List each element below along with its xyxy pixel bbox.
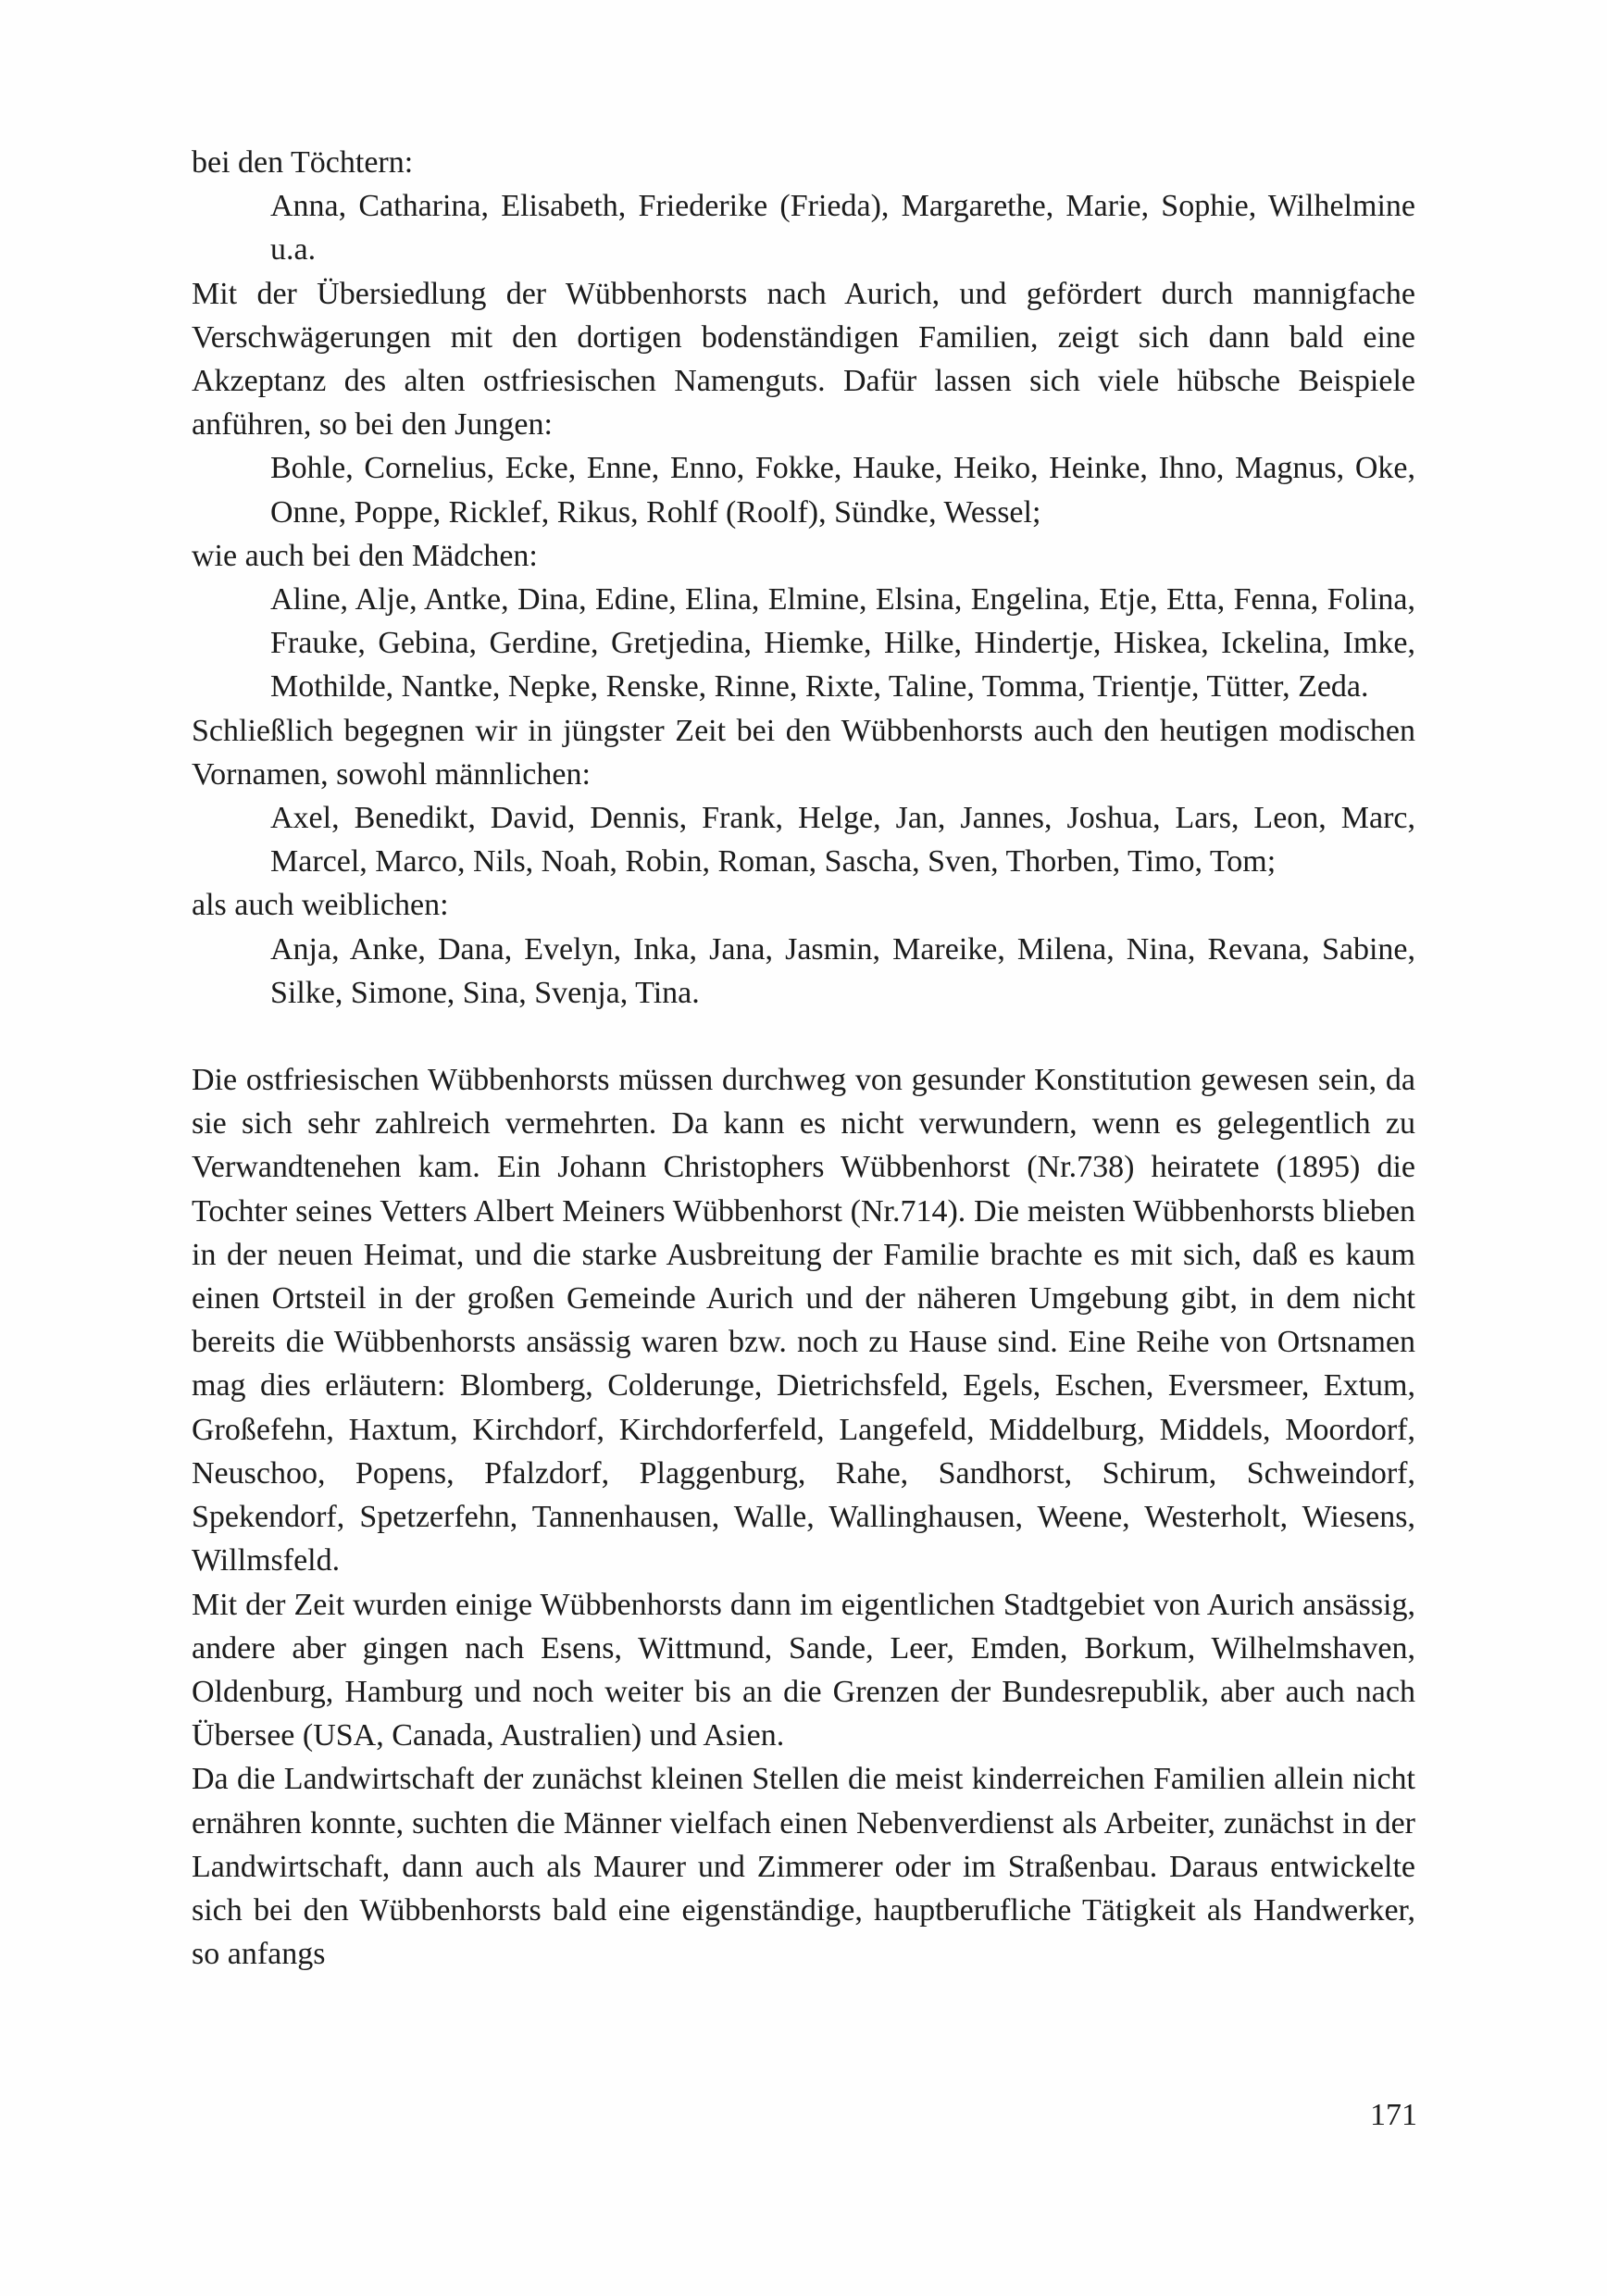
paragraph-aurich-move: Mit der Übersiedlung der Wübbenhorsts nach Aurich, und gefördert durch mannigfache Verschwägerungen mit den dortigen bodenständigen Familien, zeigt sich dann bald eine Akzeptanz des alten ostfriesischen Namenguts. Dafür lassen sich viele hübsche Beispiele anführen, so bei den Jungen: [192,276,1415,443]
paragraph-constitution: Die ostfriesischen Wübbenhorsts müssen durchweg von gesunder Konstitution gewesen sein, da sie sich sehr zahlreich vermehrten. Da kann es nicht verwundern, wenn es gelegentlich zu Verwandtenehen kam. Ein Johann Christophers Wübbenhorst (Nr.738) heiratete (1895) die Tochter seines Vetters Albert Meiners Wübbenhorst (Nr.714). Die meisten Wübbenhorsts blieben in der neuen Heimat, und die starke Ausbreitung der Familie brachte es mit sich, daß es kaum einen Ortsteil in der großen Gemeinde Aurich und der näheren Umgebung gibt, in dem nicht bereits die Wübbenhorsts ansässig waren bzw. noch zu Hause sind. Eine Reihe von Ortsnamen mag dies erläutern: Blomberg, Colderunge, Dietrichsfeld, Egels, Eschen, Eversmeer, Extum, Großefehn, Haxtum, Kirchdorf, Kirchdorferfeld, Langefeld, Middelburg, Middels, Moordorf, Neuschoo, Popens, Pfalzdorf, Plaggenburg, Rahe, Sandhorst, Schirum, Schweindorf, Spekendorf, Spetzerfehn, Tannenhausen, Walle, Wallinghausen, Weene, Westerholt, Wiesens, Willmsfeld. [192,1063,1415,1578]
list-boy-names: Bohle, Cornelius, Ecke, Enne, Enno, Fokke, Hauke, Heiko, Heinke, Ihno, Magnus, Oke, Onne, Poppe, Ricklef, Rikus, Rohlf (Roolf), Sündke, Wessel; [270,451,1415,530]
list-girl-names: Aline, Alje, Antke, Dina, Edine, Elina, Elmine, Elsina, Engelina, Etje, Etta, Fenna, Folina, Frauke, Gebina, Gerdine, Gretjedina, Hiemke, Hilke, Hindertje, Hiskea, Ickelina, Imke, Mothilde, Nantke, Nepke, Renske, Rinne, Rixte, Taline, Tomma, Trientje, Tütter, Zeda. [270,582,1415,705]
page-number: 171 [1370,2098,1417,2132]
list-daughter-names: Anna, Catharina, Elisabeth, Friederike (Frieda), Margarethe, Marie, Sophie, Wilhelmine u.a. [270,189,1415,268]
paragraph-migration: Mit der Zeit wurden einige Wübbenhorsts dann im eigentlichen Stadtgebiet von Aurich ansässig, andere aber gingen nach Esens, Wittmund, Sande, Leer, Emden, Borkum, Wilhelmshaven, Oldenburg, Hamburg und noch weiter bis an die Grenzen der Bundesrepublik, aber auch nach Übersee (USA, Canada, Australien) und Asien. [192,1587,1415,1753]
paragraph-occupation: Da die Landwirtschaft der zunächst kleinen Stellen die meist kinderreichen Familien allein nicht ernähren konnte, suchten die Männer vielfach einen Nebenverdienst als Arbeiter, zunächst in der Landwirtschaft, dann auch als Maurer und Zimmerer oder im Straßenbau. Daraus entwickelte sich bei den Wübbenhorsts bald eine eigenständige, hauptberufliche Tätigkeit als Handwerker, so anfangs [192,1762,1415,1972]
paragraph-girls-intro: wie auch bei den Mädchen: [192,538,538,573]
paragraph-gap [192,1015,1415,1058]
paragraph-daughters-intro: bei den Töchtern: [192,145,414,180]
paragraph-female-intro: als auch weiblichen: [192,888,449,923]
list-modern-male-names: Axel, Benedikt, David, Dennis, Frank, Helge, Jan, Jannes, Joshua, Lars, Leon, Marc, Marcel, Marco, Nils, Noah, Robin, Roman, Sascha, Sven, Thorben, Timo, Tom; [270,801,1415,880]
body-text [192,141,1415,1976]
paragraph-modern-names: Schließlich begegnen wir in jüngster Zeit bei den Wübbenhorsts auch den heutigen modischen Vornamen, sowohl männlichen: [192,713,1415,792]
list-modern-female-names: Anja, Anke, Dana, Evelyn, Inka, Jana, Jasmin, Mareike, Milena, Nina, Revana, Sabine, Silke, Simone, Sina, Svenja, Tina. [270,931,1415,1010]
